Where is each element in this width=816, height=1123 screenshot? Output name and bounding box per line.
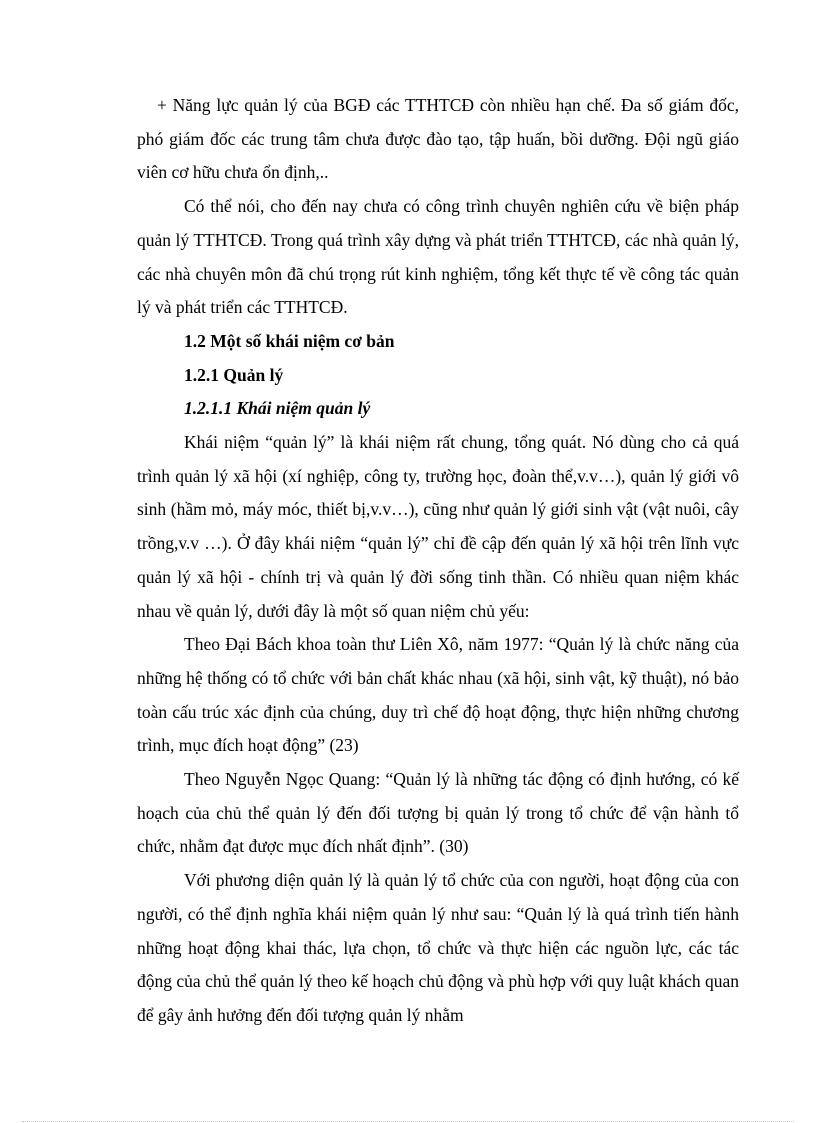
- paragraph-organizational-management: Với phương diện quản lý là quản lý tổ chức của con người, hoạt động của con người, có thể định nghĩa khái niệm quản lý như sau: “Quản lý là quá trình tiến hành những hoạt động khai thác, lựa chọn, tổ chức và thực hiện các nguồn lực, các tác động của chủ thể quản lý theo kế hoạch chủ động và phù hợp với quy luật khách quan để gây ảnh hưởng đến đối tượng quản lý nhằm: [137, 870, 739, 1025]
- paragraph-no-research: Có thể nói, cho đến nay chưa có công trình chuyên nghiên cứu về biện pháp quản lý TTHTCĐ. Trong quá trình xây dựng và phát triển TTHTCĐ, các nhà quản lý, các nhà chuyên môn đã chú trọng rút kinh nghiệm, tổng kết thực tế về công tác quản lý và phát triển các TTHTCĐ.: [137, 196, 739, 318]
- heading-basic-concepts: 1.2 Một số khái niệm cơ bản: [184, 330, 395, 351]
- paragraph-nguyen-ngoc-quang: Theo Nguyễn Ngọc Quang: “Quản lý là những tác động có định hướng, có kế hoạch của chủ thể quản lý đến đối tượng bị quản lý trong tổ chức để vận hành tổ chức, nhằm đạt được mục đích nhất định”. (30): [137, 769, 739, 857]
- paragraph-soviet-encyclopedia: Theo Đại Bách khoa toàn thư Liên Xô, năm 1977: “Quản lý là chức năng của những hệ thống có tổ chức với bản chất khác nhau (xã hội, sinh vật, kỹ thuật), nó bảo toàn cấu trúc xác định của chúng, duy trì chế độ hoạt động, thực hiện những chương trình, mục đích hoạt động” (23): [137, 634, 739, 756]
- paragraph-management-concept: Khái niệm “quản lý” là khái niệm rất chung, tổng quát. Nó dùng cho cả quá trình quản lý xã hội (xí nghiệp, công ty, trường học, đoàn thể,v.v…), quản lý giới vô sinh (hầm mỏ, máy móc, thiết bị,v.v…), cũng như quản lý giới sinh vật (vật nuôi, cây trồng,v.v …). Ở đây khái niệm “quản lý” chỉ đề cập đến quản lý xã hội trên lĩnh vực quản lý xã hội - chính trị và quản lý đời sống tinh thần. Có nhiều quan niệm khác nhau về quản lý, dưới đây là một số quan niệm chủ yếu:: [137, 432, 739, 621]
- page-bottom-border: [22, 1121, 794, 1122]
- heading-management-concept: 1.2.1.1 Khái niệm quản lý: [184, 398, 371, 419]
- document-body: [137, 89, 739, 1033]
- paragraph-management-capacity: + Năng lực quản lý của BGĐ các TTHTCĐ còn nhiều hạn chế. Đa số giám đốc, phó giám đốc các trung tâm chưa được đào tạo, tập huấn, bồi dưỡng. Đội ngũ giáo viên cơ hữu chưa ổn định,..: [137, 95, 739, 183]
- heading-management: 1.2.1 Quản lý: [184, 364, 284, 385]
